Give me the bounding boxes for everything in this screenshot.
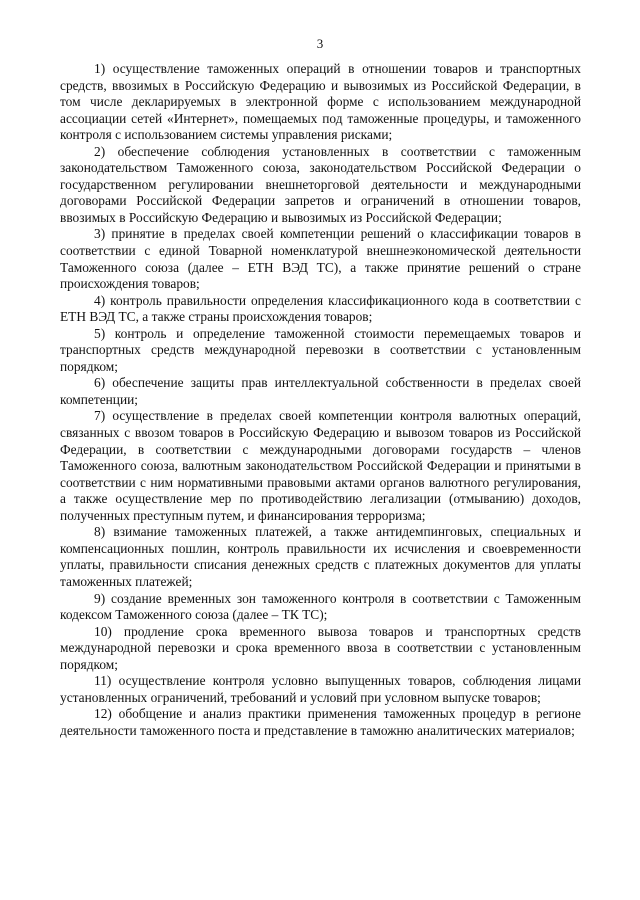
paragraph-12: 12) обобщение и анализ практики применения таможенных процедур в регионе деятельности таможенного поста и представление в таможню аналитических материалов; [60, 706, 581, 738]
paragraph-10: 10) продление срока временного вывоза товаров и транспортных средств международной перевозки и срока временного ввоза в соответствии с установленным порядком; [60, 623, 581, 672]
paragraph-9: 9) создание временных зон таможенного контроля в соответствии с Таможенным кодексом Таможенного союза (далее – ТК ТС); [60, 590, 581, 623]
paragraph-5: 5) контроль и определение таможенной стоимости перемещаемых товаров и транспортных средств международной перевозки в соответствии с установленным порядком; [60, 325, 581, 374]
paragraph-1: 1) осуществление таможенных операций в отношении товаров и транспортных средств, ввозимых в Российскую Федерацию и вывозимых из Российской Федерации, в том числе декларируемых в электронной форме с использованием международной ассоциации сетей «Интернет», помещаемых под таможенные процедуры, и таможенного контроля с использованием системы управления рисками; [60, 61, 581, 143]
document-body [60, 61, 581, 739]
paragraph-6: 6) обеспечение защиты прав интеллектуальной собственности в пределах своей компетенции; [60, 375, 581, 407]
paragraph-2: 2) обеспечение соблюдения установленных в соответствии с таможенным законодательством Таможенного союза, законодательством Российской Федерации о государственном регулировании внешнеторговой деятельности и международными договорами Российской Федерации запретов и ограничений в отношении товаров, ввозимых в Российскую Федерацию и вывозимых из Российской Федерации; [60, 143, 581, 225]
paragraph-11: 11) осуществление контроля условно выпущенных товаров, соблюдения лицами установленных ограничений, требований и условий при условном выпуске товаров; [60, 673, 581, 705]
page-number: 3 [316, 36, 324, 51]
paragraph-4: 4) контроль правильности определения классификационного кода в соответствии с ЕТН ВЭД ТС, а также страны происхождения товаров; [60, 292, 581, 325]
paragraph-3: 3) принятие в пределах своей компетенции решений о классификации товаров в соответствии с единой Товарной номенклатурой внешнеэкономической деятельности Таможенного союза (далее – ЕТН ВЭД ТС), а также принятие решений о стране происхождения товаров; [60, 226, 581, 292]
paragraph-7: 7) осуществление в пределах своей компетенции контроля валютных операций, связанных с ввозом товаров в Российскую Федерацию и вывозом товаров из Российской Федерации, в соответствии с международными договорами государств – членов Таможенного союза, валютным законодательством Российской Федерации и принятыми в соответствии с ним нормативными правовыми актами органов валютного регулирования, а также осуществление мер по противодействию легализации (отмыванию) доходов, полученных преступным путем, и финансирования терроризма; [60, 408, 581, 523]
paragraph-8: 8) взимание таможенных платежей, а также антидемпинговых, специальных и компенсационных пошлин, контроль правильности их исчисления и своевременности уплаты, правильности списания денежных средств с платежных документов для уплаты таможенных платежей; [60, 524, 581, 589]
